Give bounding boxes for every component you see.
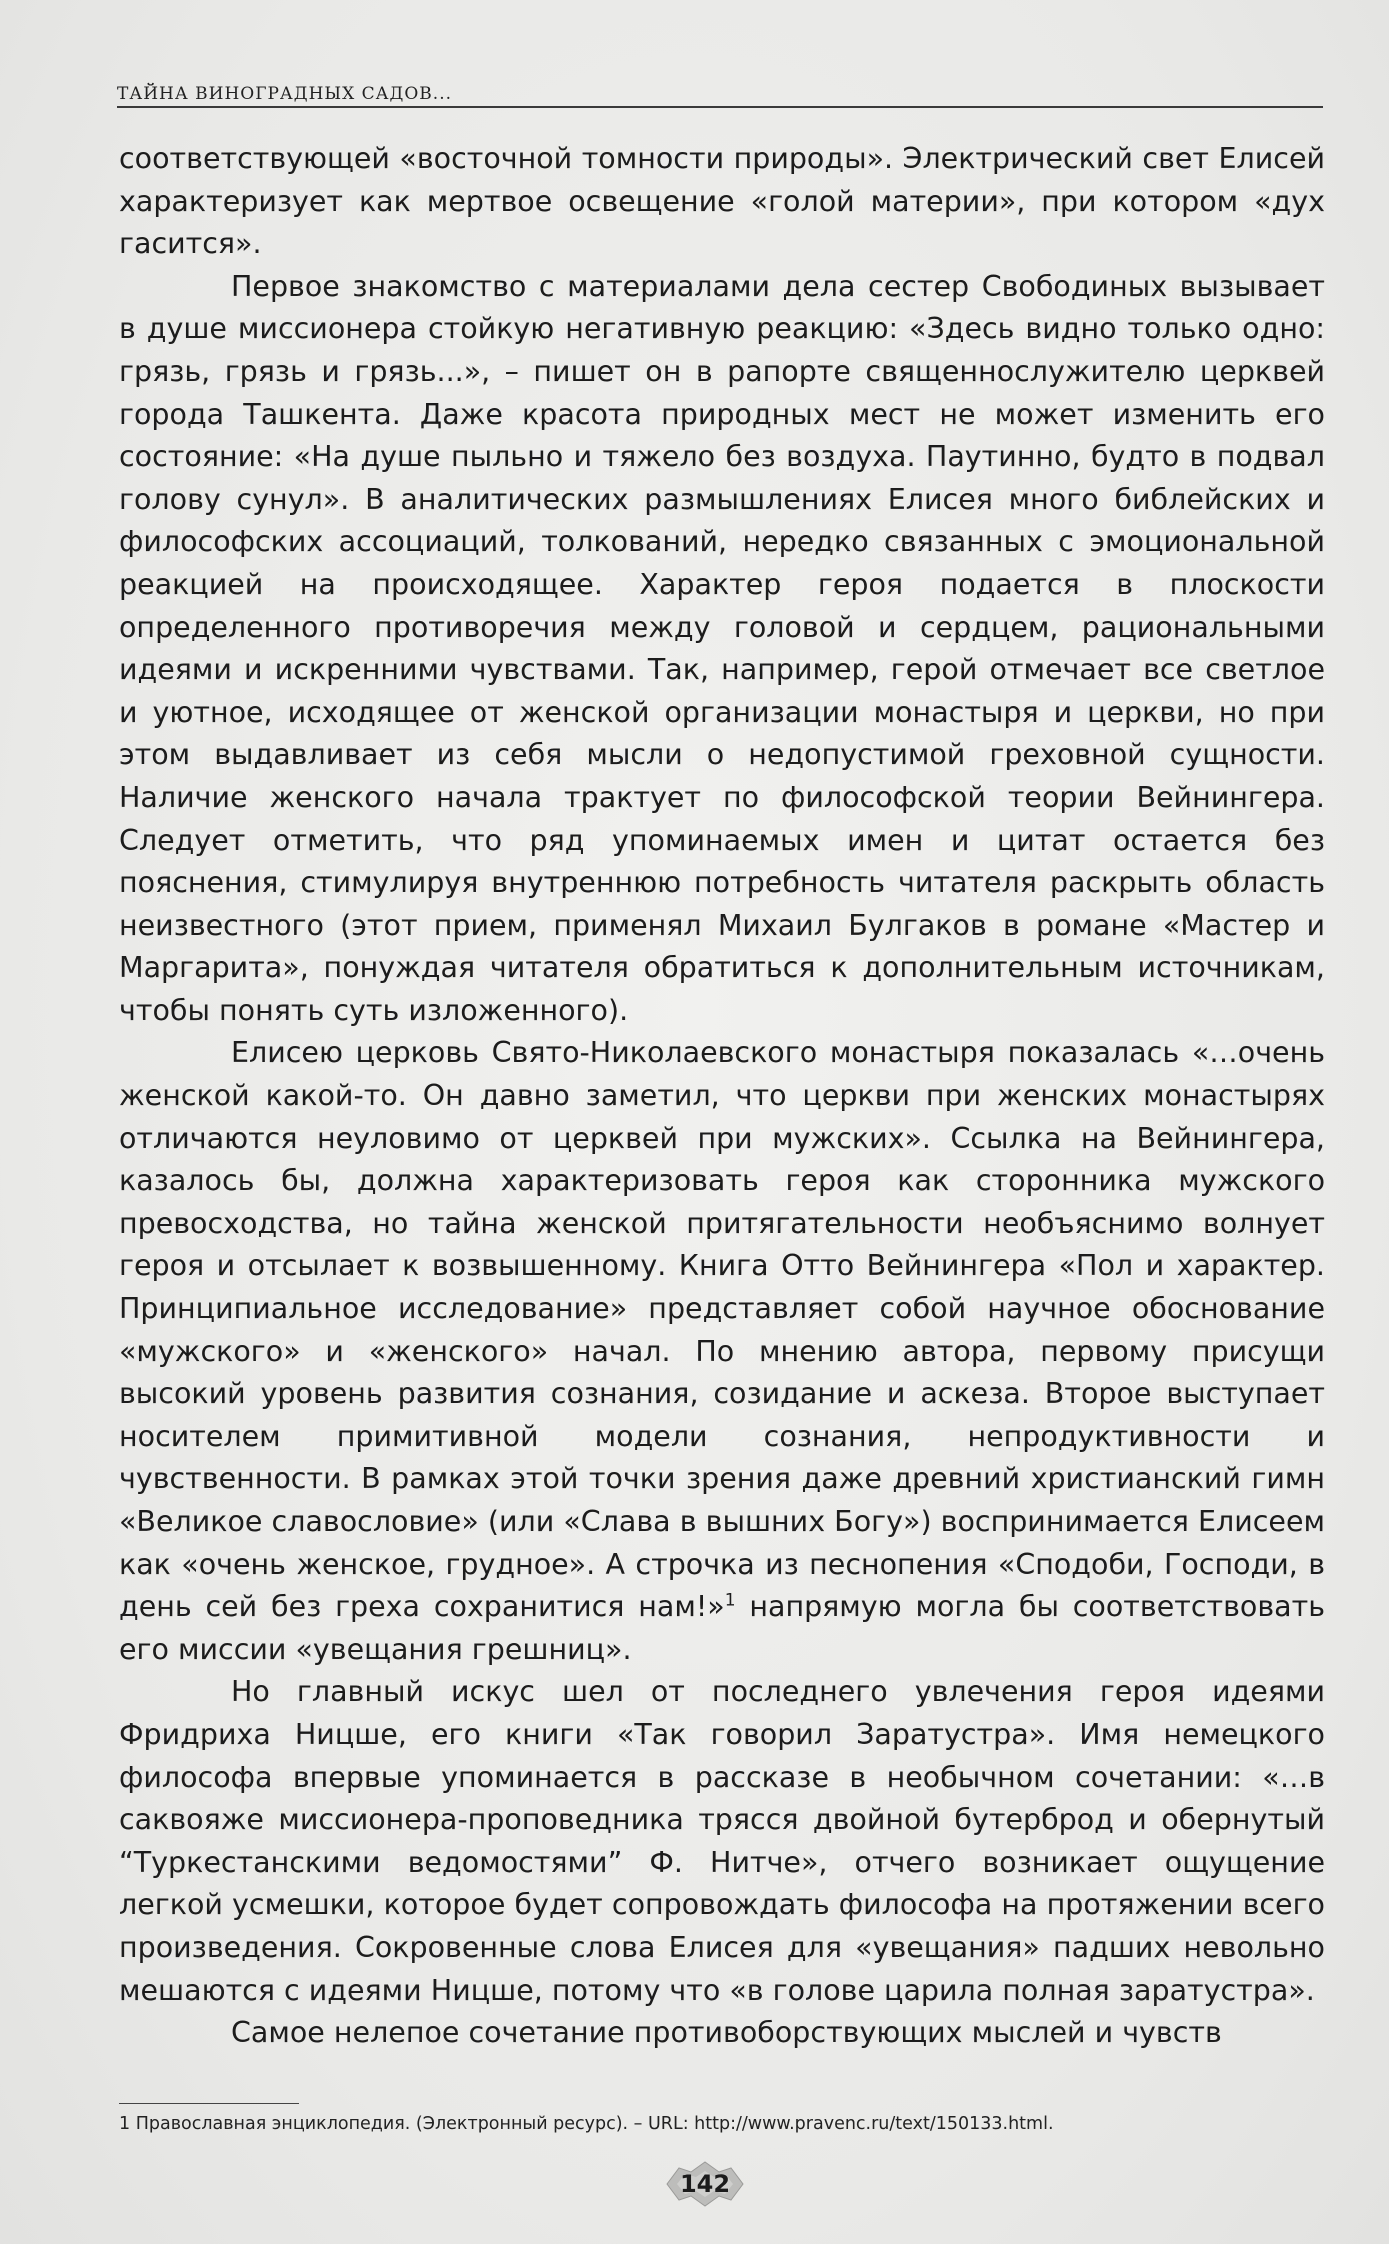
page-header xyxy=(117,76,1323,108)
body-text xyxy=(119,138,1325,2055)
page-number-badge xyxy=(663,2159,747,2209)
page-number: 142 xyxy=(679,2170,731,2198)
paragraph-1: соответствующей «восточной томности природы». Электрический свет Елисей характеризует как мертвое освещение «голой материи», при котором «дух гасится». xyxy=(119,142,1325,261)
footnote-reference[interactable]: 1 xyxy=(724,1590,736,1611)
footnote-divider xyxy=(119,2103,299,2104)
paragraph-5: Самое нелепое сочетание противоборствующих мыслей и чувств xyxy=(231,2016,1222,2050)
paragraph-4: Но главный искус шел от последнего увлечения героя идеями Фридриха Ницше, его книги «Так говорил Заратустра». Имя немецкого философа впервые упоминается в рассказе в необычном сочетании: «…в саквояже миссионера-проповедника трясся двойной бутерброд и обернутый “Туркестанскими ведомостями” Ф. Нитче», отчего возникает ощущение легкой усмешки, которое будет сопровождать философа на протяжении всего произведения. Сокровенные слова Елисея для «увещания» падших невольно мешаются с идеями Ницше, потому что «в голове царила полная заратустра». xyxy=(119,1675,1325,2007)
paragraph-2: Первое знакомство с материалами дела сестер Свободиных вызывает в душе миссионера стойкую негативную реакцию: «Здесь видно только одно: грязь, грязь и грязь...», – пишет он в рапорте священнослужителю церквей города Ташкента. Даже красота природных мест не может изменить его состояние: «На душе пыльно и тяжело без воздуха. Паутинно, будто в подвал голову сунул». В аналитических размышлениях Елисея много библейских и философских ассоциаций, толкований, нередко связанных с эмоциональной реакцией на происходящее. Характер героя подается в плоскости определенного противоречия между головой и сердцем, рациональными идеями и искренними чувствами. Так, например, герой отмечает все светлое и уютное, исходящее от женской организации монастыря и церкви, но при этом выдавливает из себя мысли о недопустимой греховной сущности. Наличие женского начала трактует по философской теории Вейнингера. Следует отметить, что ряд упоминаемых имен и цитат остается без пояснения, стимулируя внутреннюю потребность читателя раскрыть область неизвестного (этот прием, применял Михаил Булгаков в романе «Мастер и Маргарита», понуждая читателя обратиться к дополнительным источникам, чтобы понять суть изложенного). xyxy=(119,269,1325,1027)
paragraph-3 xyxy=(119,1032,1325,1671)
footnote: 1 Православная энциклопедия. (Электронный ресурс). – URL: http://www.pravenc.ru/text/150133.html. xyxy=(119,2114,1054,2134)
paragraph-3-text: Елисею церковь Свято-Николаевского монастыря показалась «…очень женской какой-то. Он давно заметил, что церкви при женских монастырях отличаются неуловимо от церквей при мужских». Ссылка на Вейнингера, казалось бы, должна характеризовать героя как сторонника мужского превосходства, но тайна женской притягательности необъяснимо волнует героя и отсылает к возвышенному. Книга Отто Вейнингера «Пол и характер. Принципиальное исследование» представляет собой научное обоснование «мужского» и «женского» начал. По мнению автора, первому присущи высокий уровень развития сознания, созидание и аскеза. Второе выступает носителем примитивной модели сознания, непродуктивности и чувственности. В рамках этой точки зрения даже древний христианский гимн «Великое славословие» (или «Слава в вышних Богу») воспринимается Елисеем как «очень женское, грудное». А строчка из песнопения «Сподоби, Господи, в день сей без греха сохранитися нам!» xyxy=(119,1036,1325,1624)
running-title: ТАЙНА ВИНОГРАДНЫХ САДОВ... xyxy=(117,84,453,104)
paragraph-3-continued: напрямую могла бы соответствовать его миссии «увещания грешниц». xyxy=(119,1590,1325,1666)
